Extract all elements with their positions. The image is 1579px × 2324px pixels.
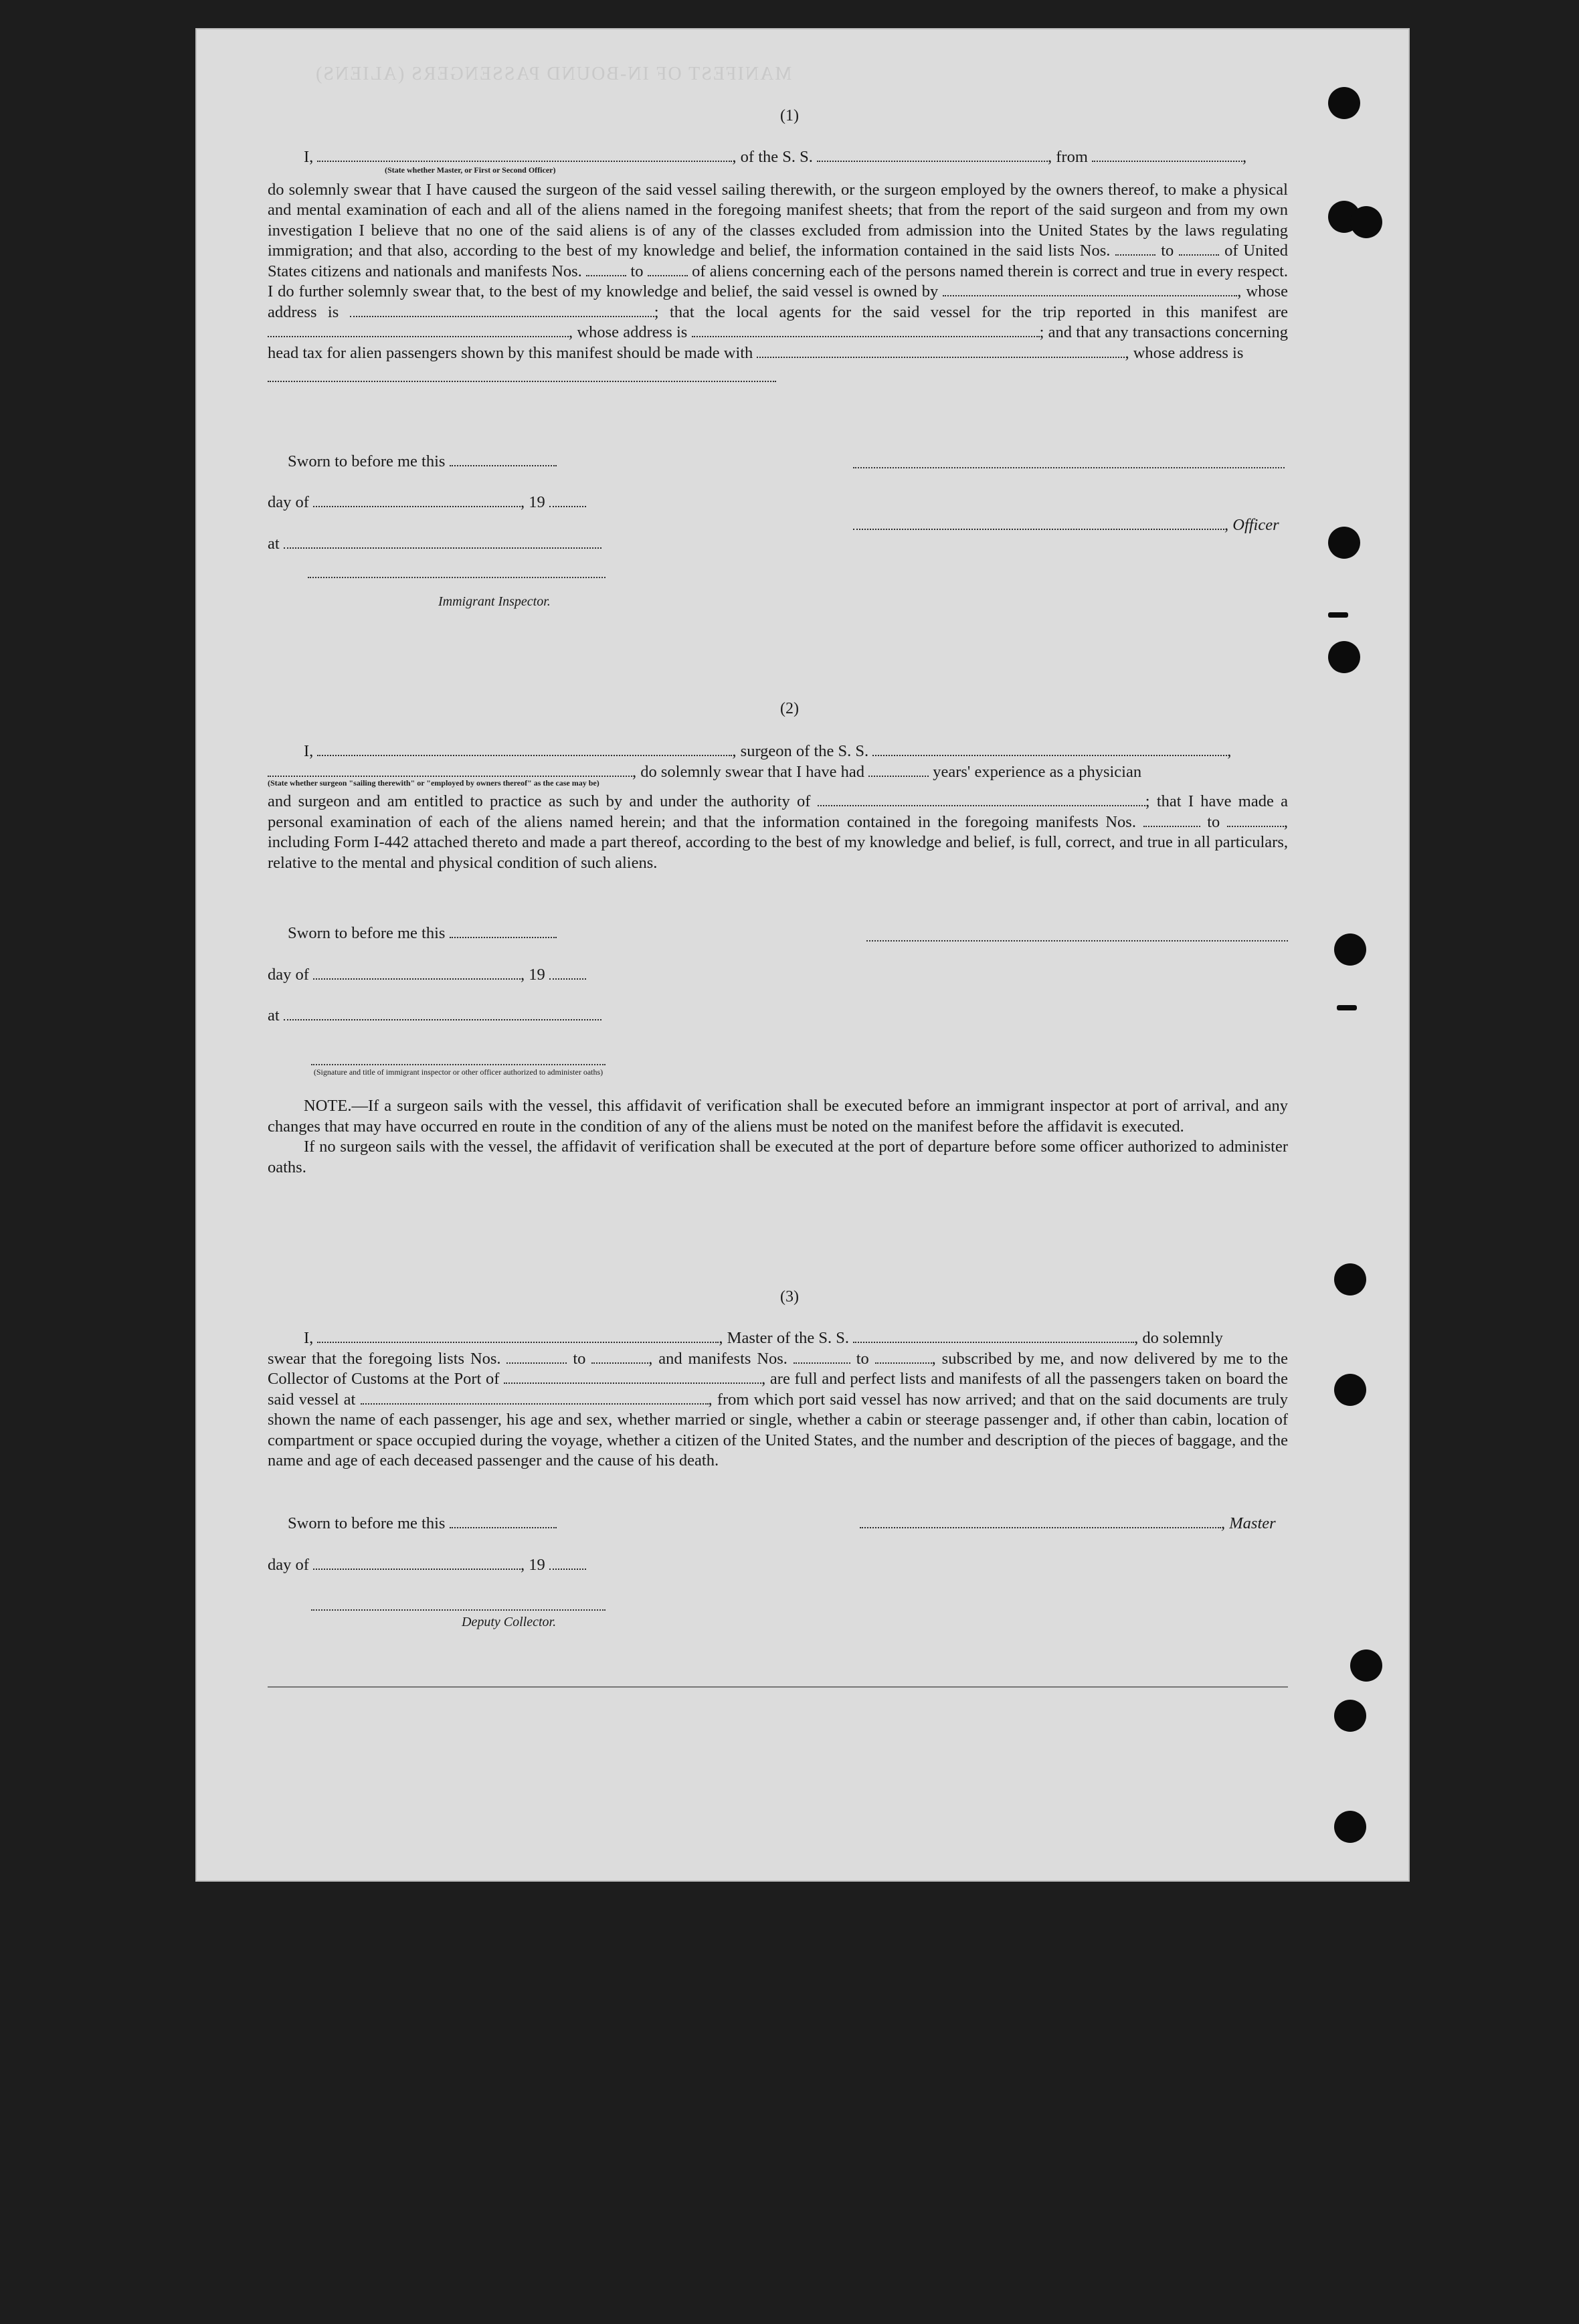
s1-year-field[interactable] [549,493,586,507]
s2-manifests-to-field[interactable] [1227,812,1284,827]
s3-opening-line [268,1328,1288,1349]
s3-and-manifests: , and manifests Nos. [648,1349,787,1368]
s2-authority: and surgeon and am entitled to practice as such by and under the authority of [268,792,811,810]
s2-sworn: Sworn to before me this [288,924,446,942]
s1-manifests-to-field[interactable] [648,262,688,276]
s1-sworn-day-field[interactable] [450,452,557,466]
s1-officer-name-field[interactable] [853,515,1224,530]
s3-to-1: to [573,1349,586,1368]
section-1-number: (1) [780,107,799,124]
s2-sworn-line [288,923,557,943]
s2-signature-caption: (Signature and title of immigrant inspector or other officer authorized to administer oaths) [313,1067,603,1077]
s3-i: I, [304,1329,314,1347]
s1-from: , from [1048,148,1088,166]
s1-of-aliens: of aliens concerning each of the persons named therein is correct and true in every respect. I do further solemnly swear that, to the best of my knowledge and belief, the said vessel is owned by [268,262,1288,300]
s1-year-prefix: , 19 [521,493,545,511]
section-1 [268,147,1288,388]
s1-at-line [268,534,601,553]
s1-whose-address: , whose address is [268,282,1289,321]
s2-authority-field[interactable] [818,792,1145,806]
s3-swear-lists: swear that the foregoing lists Nos. [268,1349,501,1368]
s2-years-field[interactable] [868,762,929,777]
s2-i: I, [304,742,314,760]
s1-lists-from-field[interactable] [1115,241,1155,256]
s3-subscribed: , subscribed by me, and now delivered by me to the Collector of Customs at the Port of [268,1349,1289,1388]
s2-to: to [1207,812,1220,831]
s3-year-field[interactable] [549,1555,586,1570]
s3-master-signature-field[interactable] [860,1514,1221,1528]
s2-body: and surgeon and am entitled to practice as such by and under the authority of ; that I have made a personal examination of each of the aliens named herein; and that the information contained in the foregoing manifests Nos. to , including Form I-442 attached thereto and made a part thereof, according to the best of my knowledge and belief, is full, correct, and true in all particulars, relative to the mental and physical condition of such aliens. [268,792,1289,872]
punch-mark [1328,612,1348,618]
s1-at: at [268,535,280,553]
s3-sworn: Sworn to before me this [288,1514,446,1532]
s3-port-field[interactable] [504,1369,761,1384]
s1-officer-line [853,515,1279,535]
s1-lists-to-field[interactable] [1179,241,1219,256]
s1-i: I, [304,148,314,166]
s1-of-ss: , of the S. S. [732,148,813,166]
s3-embark-port-field[interactable] [361,1390,709,1405]
bleed-through-text: MANIFEST OF IN-BOUND PASSENGERS (ALIENS) [314,64,792,84]
s3-from-which: , from which [708,1390,794,1409]
s1-inspector-signature-line[interactable] [308,577,606,578]
s3-body-text: port said vessel has now arrived; and that on the said documents are truly shown the name of each passenger, his age and sex, whether married or single, whether a cabin or steerage passenger and, if other than cabin, location of compartment or space occupied during the voyage, whether a citizen of the United States, and the number and description of the pieces of baggage, and the name and age of each deceased passenger and the cause of his death. [268,1390,1289,1469]
s1-opening-line: I, , of the S. S. , from , [304,148,1247,166]
section-2-number: (2) [780,700,799,717]
s3-day-line [268,1555,586,1575]
s3-vessel-field[interactable] [853,1328,1134,1343]
s2-body-1: that I have made a personal examination of each of the aliens named herein; and that the information contained in the foregoing manifests Nos. [268,792,1289,831]
s3-lists-to-field[interactable] [591,1349,648,1364]
s2-at: at [268,1006,280,1024]
s2-month-field[interactable] [313,965,521,980]
s2-surgeon-signature-line[interactable] [866,940,1288,942]
s3-year-prefix: , 19 [521,1556,545,1574]
s1-manifests-from-field[interactable] [586,262,626,276]
s1-head-tax-address-field[interactable] [268,367,776,382]
s1-to-2: to [630,262,644,280]
s3-manifests-to-field[interactable] [875,1349,932,1364]
s2-year-field[interactable] [549,965,586,980]
s1-officer-caption: , Officer [1224,516,1279,534]
punch-hole [1350,1649,1382,1682]
s2-day-line [268,965,586,984]
s1-of-us-citizens: of United States citizens and nationals and manifests Nos. [268,242,1289,280]
s3-master-of: , Master of the S. S. [719,1329,850,1347]
section-3-number: (3) [780,1288,799,1306]
s2-at-line [268,1006,601,1025]
s2-swear: , do solemnly swear that I have had [632,762,864,781]
s2-note-text: —If a surgeon sails with the vessel, this affidavit of verification shall be executed before an immigrant inspector at port of arrival, and any changes that may have occurred en route in the condition of any of the aliens must be noted on the manifest before the affidavit is executed. [268,1097,1288,1136]
s1-officer-signature-line[interactable] [853,467,1285,468]
s3-master-name-field[interactable] [317,1328,719,1343]
punch-hole [1334,1374,1366,1406]
punch-hole [1328,527,1360,559]
s2-day-of: day of [268,966,309,984]
s3-manifests-from-field[interactable] [794,1349,850,1364]
footer-rule [268,1686,1288,1688]
s2-note-para-2: If no surgeon sails with the vessel, the affidavit of verification shall be executed at the port of departure before some officer authorized to administer oaths. [268,1138,1288,1176]
s2-place-field[interactable] [284,1006,601,1020]
s3-to-2: to [856,1349,869,1368]
punch-hole [1334,933,1366,966]
s1-month-field[interactable] [313,493,521,507]
s2-year-prefix: , 19 [521,966,545,984]
s2-manifests-from-field[interactable] [1143,812,1200,827]
s1-day-line [268,493,586,512]
s1-sworn-line [288,452,557,471]
s1-sworn: Sworn to before me this [288,452,446,470]
s1-to-1: to [1161,242,1174,260]
s1-whose-address-2: whose address is [577,323,688,341]
s1-officer-note: (State whether Master, or First or Second Officer) [385,165,556,175]
s1-from-field[interactable] [1092,147,1242,162]
s2-note-label: NOTE. [304,1097,352,1115]
s2-note [268,1096,1288,1178]
punch-hole [1334,1811,1366,1843]
s3-collector-signature-line[interactable] [311,1609,606,1611]
s2-surgeon-type-note: (State whether surgeon "sailing therewith" or "employed by owners thereof" as the case may be) [268,778,599,788]
s1-place-field[interactable] [284,534,601,549]
s3-sworn-day-field[interactable] [450,1514,557,1528]
punch-hole [1350,206,1382,238]
s1-owner-field[interactable] [943,282,1237,296]
s1-vessel-field[interactable] [817,147,1048,162]
s3-full-perfect: , are full and perfect lists and manifests of all the passengers taken on board the said vessel at [268,1370,1289,1409]
s1-body: do solemnly swear that I have caused the surgeon of the said vessel sailing therewith, or the surgeon employed by the owners thereof, to make a physical and mental examination of each and all of the aliens named in the foregoing manifest sheets; that from the report of the said surgeon and from my own investigation I believe that no one of the said aliens is of any of the classes excluded from admission into the United States by the laws regulating immigration; and that also, according to the best of my knowledge and belief, the information contained in the said lists Nos. to of United States citizens and nationals and manifests Nos. to of aliens concerning each of the persons named therein is correct and true in every respect. I do further solemnly swear that, to the best of my knowledge and belief, the said vessel is owned by , whose address is ; that the local agents for the said vessel for the trip reported in this manifest are , whose address is ; and that any transactions concerning head tax for alien passengers shown by this manifest should be made with , whose address is [268,180,1289,362]
s2-opening-line: I, , surgeon of the S. S. , [304,742,1232,760]
s3-day-of: day of [268,1556,309,1574]
s3-lists-from-field[interactable] [506,1349,567,1364]
s1-day-of: day of [268,493,309,511]
s2-body-2: , including Form I-442 attached thereto and made a part thereof, according to the best of my knowledge and belief, is full, correct, and true in all particulars, relative to the mental and physical condition of such aliens. [268,812,1289,872]
punch-hole [1328,641,1360,673]
s1-owner-address-field[interactable] [350,302,654,317]
s1-head-tax: ; and that any transactions concerning head tax for alien passengers shown by this manifest should be made with [268,323,1289,362]
s3-master-line [860,1514,1276,1533]
s2-surgeon-name-field[interactable] [317,741,732,756]
s1-body-text: do solemnly swear that I have caused the surgeon of the said vessel sailing therewith, or the surgeon employed by the owners thereof, to make a physical and mental examination of each and all of the aliens named in the foregoing manifest sheets; that from the report of the said surgeon and from my own investigation I believe that no one of the said aliens is of any of the classes excluded from admission into the United States by the laws regulating immigration; and that also, according to the best of my knowledge and belief, the information contained in the said lists Nos. [268,180,1288,260]
s1-inspector-caption: Immigrant Inspector. [438,594,551,609]
s2-note-para-1 [268,1096,1288,1137]
s2-surgeon-of: , surgeon of the S. S. [732,742,869,760]
section-2 [268,741,1288,873]
s1-agents-field[interactable] [268,323,569,337]
s3-deputy-caption: Deputy Collector. [462,1615,557,1629]
section-3 [268,1328,1288,1471]
s3-sworn-line [288,1514,557,1533]
s1-officer-field[interactable] [317,147,732,162]
s2-inspector-signature-line[interactable] [311,1064,606,1065]
s1-agents-address-field[interactable] [692,323,1040,337]
punch-mark [1337,1005,1357,1010]
s3-master-caption: , Master [1221,1514,1276,1532]
s2-vessel-field[interactable] [872,741,1227,756]
s2-years: years' experience as a physician [933,762,1142,781]
s3-body [268,1349,1288,1471]
s2-surgeon-type-field[interactable] [268,762,632,777]
s2-sworn-day-field[interactable] [450,923,557,938]
s3-month-field[interactable] [313,1555,521,1570]
s3-do-solemnly: , do solemnly [1134,1329,1223,1347]
punch-hole [1334,1700,1366,1732]
s1-whose-address-3: , whose address is [1125,343,1244,362]
s1-agents: that the local agents for the said vessel for the trip reported in this manifest are [669,302,1288,321]
s1-head-tax-field[interactable] [757,343,1125,358]
